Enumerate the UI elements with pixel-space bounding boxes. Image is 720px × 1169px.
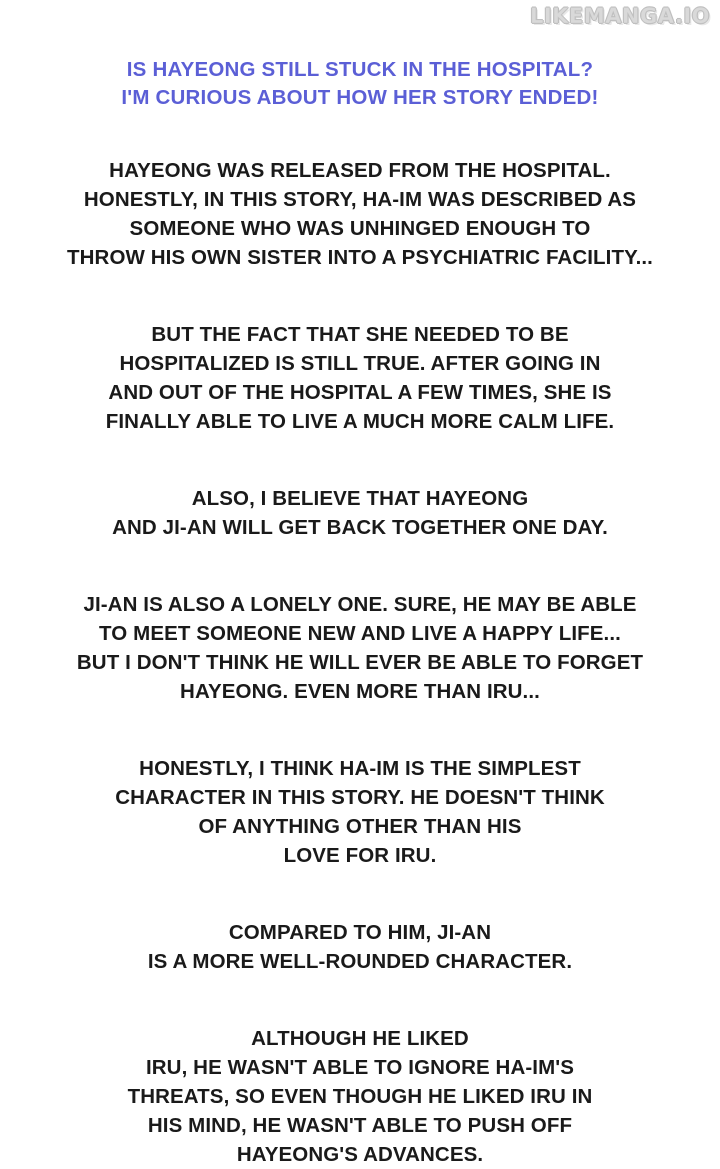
- answer-paragraph: [0, 754, 720, 870]
- answer-paragraph: [0, 484, 720, 542]
- question-line: I'M CURIOUS ABOUT HOW HER STORY ENDED!: [121, 86, 599, 109]
- answer-paragraph: [0, 156, 720, 272]
- paragraph-line: HAYEONG. EVEN MORE THAN IRU...: [180, 680, 540, 703]
- answer-paragraph: [0, 320, 720, 436]
- paragraph-line: TO MEET SOMEONE NEW AND LIVE A HAPPY LIFE...: [99, 622, 621, 645]
- paragraph-line: JI-AN IS ALSO A LONELY ONE. SURE, HE MAY BE ABLE: [83, 593, 637, 616]
- paragraph-line: ALSO, I BELIEVE THAT HAYEONG: [191, 487, 529, 510]
- paragraph-line: THROW HIS OWN SISTER INTO A PSYCHIATRIC FACILITY...: [67, 246, 653, 269]
- paragraph-line: HAYEONG'S ADVANCES.: [236, 1143, 484, 1166]
- paragraph-line: CHARACTER IN THIS STORY. HE DOESN'T THINK: [115, 786, 605, 809]
- site-watermark: LIKEMANGA.IO: [529, 4, 710, 28]
- page-content: [0, 56, 720, 1169]
- paragraph-line: ALTHOUGH HE LIKED: [251, 1027, 469, 1050]
- paragraph-line: HIS MIND, HE WASN'T ABLE TO PUSH OFF: [147, 1114, 573, 1137]
- paragraph-line: IRU, HE WASN'T ABLE TO IGNORE HA-IM'S: [145, 1056, 574, 1079]
- paragraph-line: OF ANYTHING OTHER THAN HIS: [198, 815, 522, 838]
- paragraph-line: LOVE FOR IRU.: [283, 844, 437, 867]
- paragraph-line: THREATS, SO EVEN THOUGH HE LIKED IRU IN: [127, 1085, 593, 1108]
- question-line: IS HAYEONG STILL STUCK IN THE HOSPITAL?: [126, 58, 594, 81]
- paragraph-line: SOMEONE WHO WAS UNHINGED ENOUGH TO: [129, 217, 591, 240]
- paragraph-line: COMPARED TO HIM, JI-AN: [228, 921, 492, 944]
- paragraph-line: HOSPITALIZED IS STILL TRUE. AFTER GOING IN: [119, 352, 601, 375]
- answer-paragraph: [0, 590, 720, 706]
- paragraph-line: IS A MORE WELL-ROUNDED CHARACTER.: [147, 950, 573, 973]
- reader-question: [0, 56, 720, 112]
- paragraph-line: BUT I DON'T THINK HE WILL EVER BE ABLE TO FORGET: [76, 651, 644, 674]
- paragraph-line: FINALLY ABLE TO LIVE A MUCH MORE CALM LIFE.: [105, 410, 615, 433]
- answer-paragraph: [0, 1024, 720, 1169]
- paragraph-line: AND OUT OF THE HOSPITAL A FEW TIMES, SHE IS: [108, 381, 612, 404]
- paragraph-line: HAYEONG WAS RELEASED FROM THE HOSPITAL.: [109, 159, 611, 182]
- answer-paragraph: [0, 918, 720, 976]
- paragraph-line: HONESTLY, I THINK HA-IM IS THE SIMPLEST: [139, 757, 581, 780]
- paragraph-line: HONESTLY, IN THIS STORY, HA-IM WAS DESCRIBED AS: [83, 188, 637, 211]
- paragraph-line: BUT THE FACT THAT SHE NEEDED TO BE: [151, 323, 569, 346]
- paragraph-line: AND JI-AN WILL GET BACK TOGETHER ONE DAY.: [112, 516, 608, 539]
